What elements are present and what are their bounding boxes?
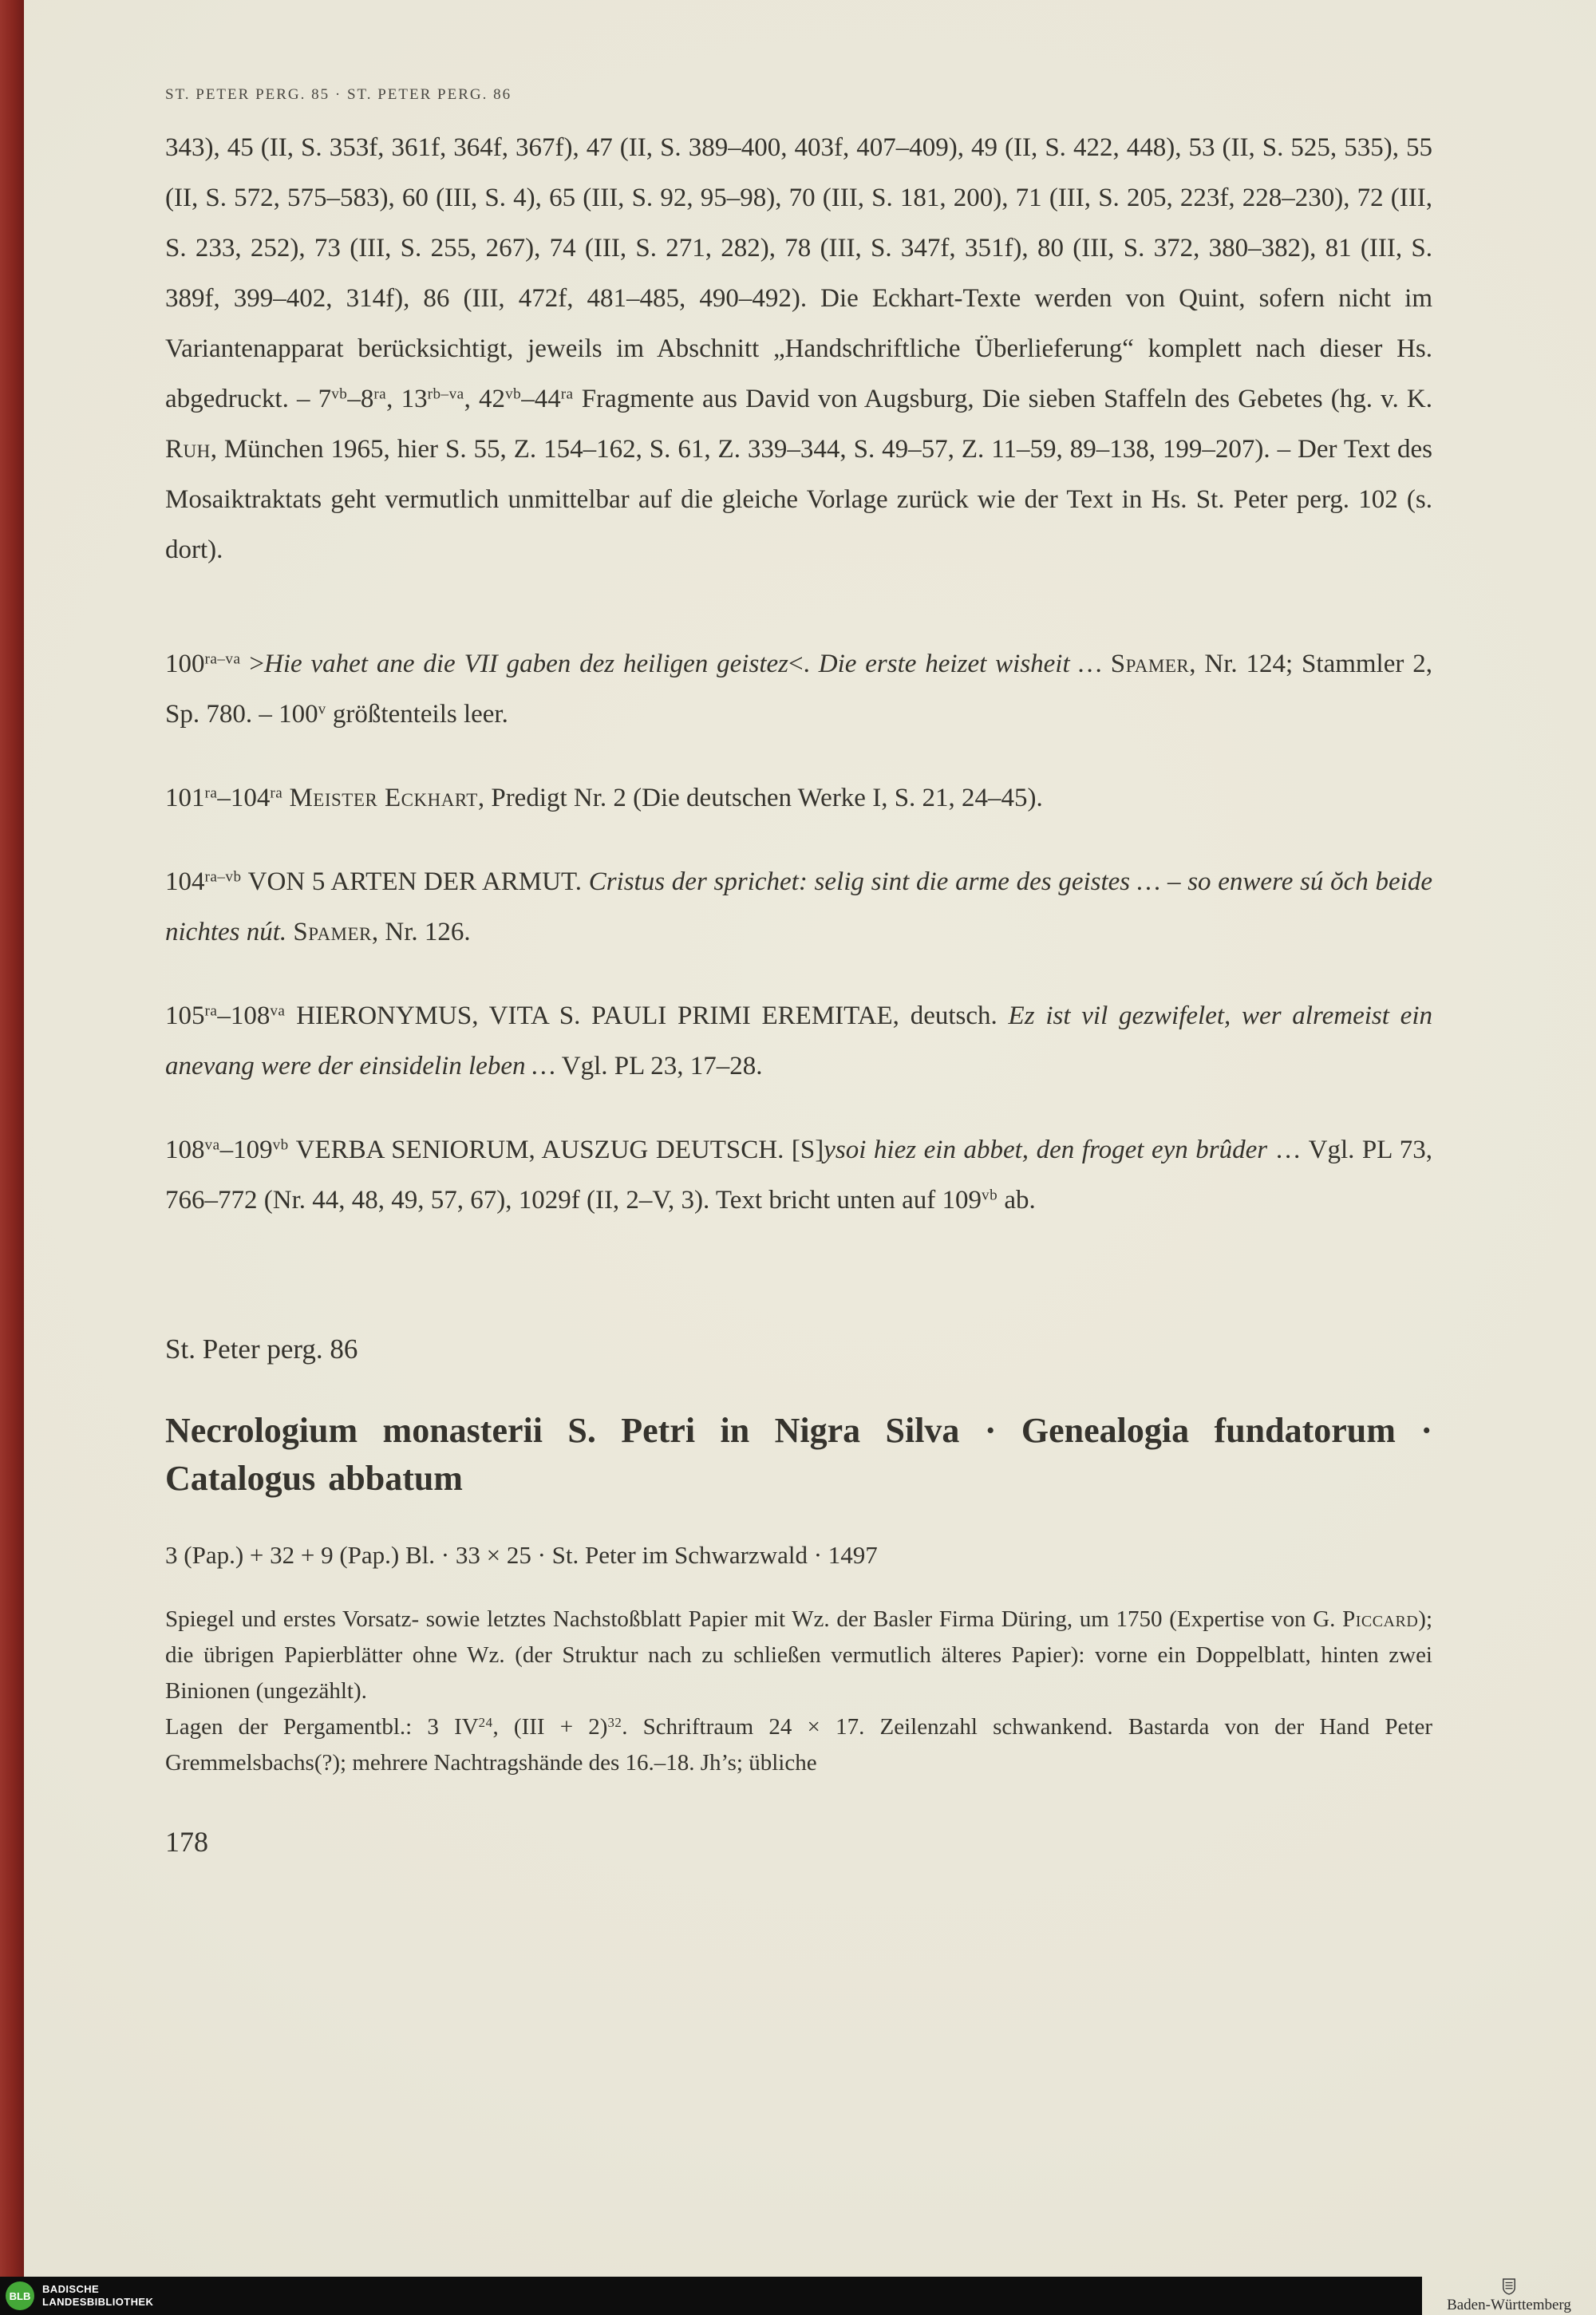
library-brand-bar bbox=[0, 2277, 1422, 2315]
entry-85-item-105: $105^{ra}-108^{va}$ HIERONYMUS, VITA S. PAULI PRIMI EREMITAE, deutsch. Ez ist vil gezwifelet, wer alremeist ein anevang were der einsidelin leben … Vgl. PL 23, 17–28. bbox=[165, 1001, 1432, 1080]
entry-86-collation-line: 3 (Pap.) + 32 + 9 (Pap.) Bl. · 33 × 25 · St. Peter im Schwarzwald · 1497 bbox=[165, 1541, 878, 1569]
library-name-line1: BADISCHE bbox=[42, 2283, 100, 2295]
blb-logo-icon: BLB bbox=[6, 2281, 34, 2310]
library-name-line2: LANDESBIBLIOTHEK bbox=[42, 2296, 154, 2308]
region-brand bbox=[1422, 2277, 1596, 2315]
entry-86-description-paragraph-1: Spiegel und erstes Vorsatz- sowie letztes Nachstoßblatt Papier mit Wz. der Basler Firma Düring, um 1750 (Expertise von G. Piccard); die übrigen Papierblätter ohne Wz. (der Struktur nach zu schließen vermutlich älteres Papier): vorne ein Doppelblatt, hinten zwei Binionen (ungezählt). bbox=[165, 1606, 1432, 1704]
entry-86-shelfmark: St. Peter perg. 86 bbox=[165, 1333, 358, 1365]
entry-86-description-paragraph-2: Lagen der Pergamentbl.: 3 IV$^{24}$, (III + 2)$^{32}$. Schriftraum 24 × 17. Zeilenzahl schwankend. Bastarda von der Hand Peter Gremmelsbachs(?); mehrere Nachtragshände des 16.–18. Jh’s; übliche bbox=[165, 1714, 1432, 1776]
running-header: ST. PETER PERG. 85 · ST. PETER PERG. 86 bbox=[165, 86, 512, 103]
entry-85-item-101: $101^{ra}-104^{ra}$ Meister Eckhart, Predigt Nr. 2 (Die deutschen Werke I, S. 21, 24–45). bbox=[165, 784, 1043, 812]
book-spine-strip bbox=[0, 0, 24, 2315]
entry-85-item-104: $104^{ra-vb}$ VON 5 ARTEN DER ARMUT. Cristus der sprichet: selig sint die arme des geistes … – so enwere sú ŏch beide nichtes nút. Spamer, Nr. 126. bbox=[165, 867, 1432, 946]
entry-85-item-108: $108^{va}-109^{vb}$ VERBA SENIORUM, AUSZUG DEUTSCH. [S]ysoi hiez ein abbet, den froget eyn brûder … Vgl. PL 73, 766–772 (Nr. 44, 48, 49, 57, 67), 1029f (II, 2–V, 3). Text bricht unten auf $109^{vb}$ ab. bbox=[165, 1136, 1432, 1215]
region-label: Baden-Württemberg bbox=[1447, 2297, 1571, 2313]
entry-85-item-100: $100^{ra-va} >Hie$ vahet ane die VII gaben dez heiligen geistez<. Die erste heizet wisheit … Spamer, Nr. 124; Stammler 2, Sp. 780. – 100$^v$ größtenteils leer. bbox=[165, 650, 1432, 729]
page-content bbox=[165, 86, 1432, 1859]
baden-wuerttemberg-crest-icon bbox=[1502, 2277, 1516, 2295]
viewer-footer bbox=[0, 2277, 1596, 2315]
library-name bbox=[42, 2283, 153, 2309]
entry-85-continuation-paragraph: 343), 45 (II, S. 353f, 361f, 364f, 367f), 47 (II, S. 389–400, 403f, 407–409), 49 (II, S. 422, 448), 53 (II, S. 525, 535), 55 (II, S. 572, 575–583), 60 (III, S. 4), 65 (III, S. 92, 95–98), 70 (III, S. 181, 200), 71 (III, S. 205, 223f, 228–230), 72 (III, S. 233, 252), 73 (III, S. 255, 267), 74 (III, S. 271, 282), 78 (III, S. 347f, 351f), 80 (III, S. 372, 380–382), 81 (III, S. 389f, 399–402, 314f), 86 (III, 472f, 481–485, 490–492). Die Eckhart-Texte werden von Quint, sofern nicht im Variantenapparat berücksichtigt, jeweils im Abschnitt „Handschriftliche Überlieferung“ komplett nach dieser Hs. abgedruckt. – $7^{vb}-8^{ra}$, $13^{rb-va}$, $42^{vb}-44^{ra}$ Fragmente aus David von Augsburg, Die sieben Staffeln des Gebetes (hg. v. K. Ruh, München 1965, hier S. 55, Z. 154–162, S. 61, Z. 339–344, S. 49–57, Z. 11–59, 89–138, 199–207). – Der Text des Mosaiktraktats geht vermutlich unmittelbar auf die gleiche Vorlage zurück wie der Text in Hs. St. Peter perg. 102 (s. dort). bbox=[165, 133, 1432, 564]
page-number: 178 bbox=[165, 1826, 208, 1858]
entry-86-title: Necrologium monasterii S. Petri in Nigra Silva · Genealogia fundatorum · Catalogus abbatum bbox=[165, 1411, 1432, 1498]
